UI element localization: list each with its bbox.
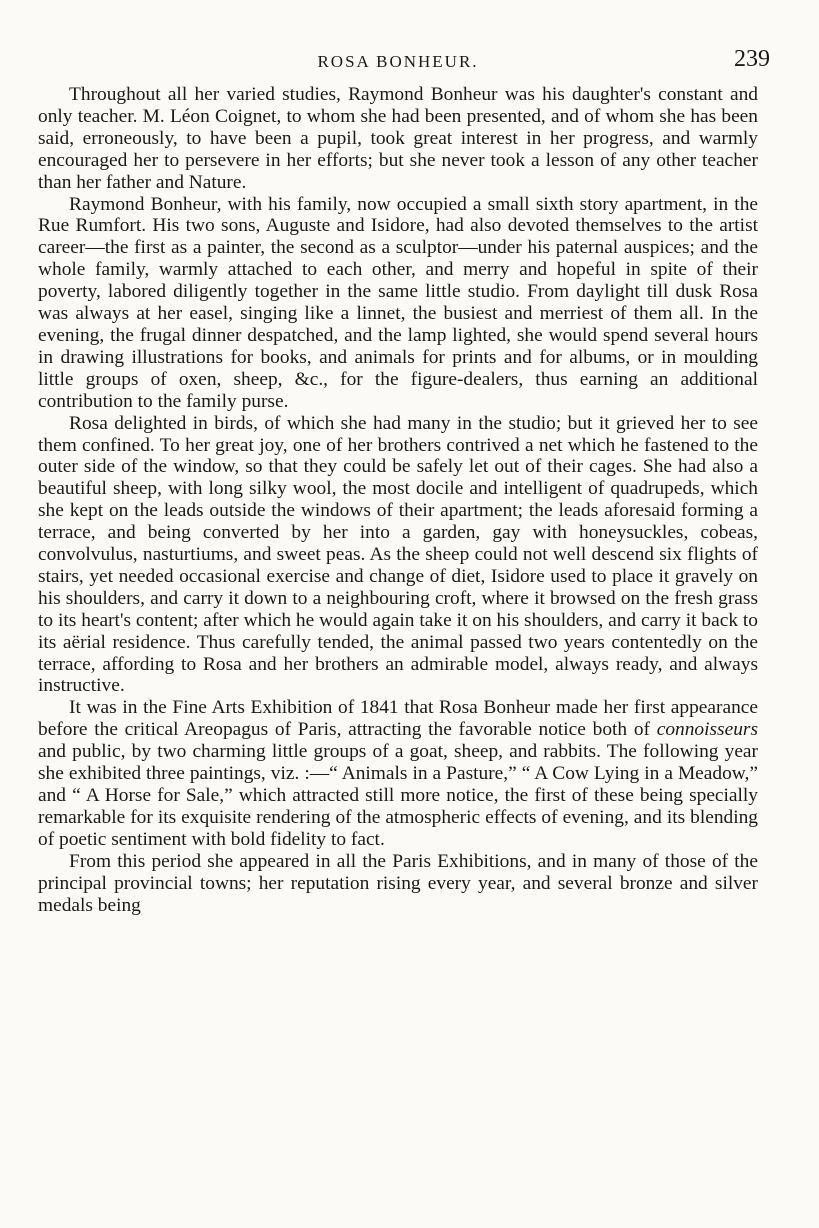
paragraph-4: [38, 697, 758, 850]
page-header: [38, 44, 770, 84]
page-number: 239: [734, 46, 770, 72]
paragraph-2: Raymond Bonheur, with his family, now occupied a small sixth story apartment, in the Rue Rumfort. His two sons, Auguste and Isidore, had also devoted themselves to the artist career—the first as a painter, the second as a sculptor—under his paternal auspices; and the whole family, warmly attached to each other, and merry and hopeful in spite of their poverty, labored diligently together in the same little studio. From daylight till dusk Rosa was always at her easel, singing like a linnet, the busiest and merriest of them all. In the evening, the frugal dinner despatched, and the lamp lighted, she would spend several hours in drawing illustrations for books, and animals for prints and for albums, or in moulding little groups of oxen, sheep, &c., for the figure-dealers, thus earning an additional contribution to the family purse.: [38, 193, 758, 412]
body-text: [38, 84, 758, 916]
paragraph-5: From this period she appeared in all the Paris Exhibitions, and in many of those of the principal provincial towns; her reputation rising every year, and several bronze and silver medals being: [38, 850, 758, 916]
paragraph-1: Throughout all her varied studies, Raymond Bonheur was his daughter's constant and only teacher. M. Léon Coignet, to whom she had been presented, and of whom she has been said, erroneously, to have been a pupil, took great interest in her progress, and warmly encouraged her to persevere in her efforts; but she never took a lesson of any other teacher than her father and Nature.: [38, 84, 758, 193]
page: [38, 44, 770, 916]
italic-connoisseurs: connoisseurs: [656, 719, 758, 741]
paragraph-4-end: and public, by two charming little groups of a goat, sheep, and rabbits. The following year she exhibited three paintings, viz. :—“ Animals in a Pasture,” “ A Cow Lying in a Meadow,” and “ A Horse for Sale,” which attracted still more notice, the first of these being specially remarkable for its exquisite rendering of the atmospheric effects of evening, and its blending of poetic sentiment with bold fidelity to fact.: [38, 741, 758, 850]
paragraph-4-start: It was in the Fine Arts Exhibition of 1841 that Rosa Bonheur made her first appearance before the critical Areopagus of Paris, attracting the favorable notice both of: [38, 697, 758, 741]
paragraph-3: Rosa delighted in birds, of which she had many in the studio; but it grieved her to see them confined. To her great joy, one of her brothers contrived a net which he fastened to the outer side of the window, so that they could be safely let out of their cages. She had also a beautiful sheep, with long silky wool, the most docile and intelligent of quadrupeds, which she kept on the leads outside the windows of their apartment; the leads aforesaid forming a terrace, and being converted by her into a garden, gay with honeysuckles, cobeas, convolvulus, nasturtiums, and sweet peas. As the sheep could not well descend six flights of stairs, yet needed occasional exercise and change of diet, Isidore used to place it gravely on his shoulders, and carry it down to a neighbouring croft, where it browsed on the fresh grass to its heart's content; after which he would again take it on his shoulders, and carry it back to its aërial residence. Thus carefully tended, the animal passed two years contentedly on the terrace, affording to Rosa and her brothers an admirable model, always ready, and always instructive.: [38, 412, 758, 697]
running-title: ROSA BONHEUR.: [317, 52, 479, 71]
